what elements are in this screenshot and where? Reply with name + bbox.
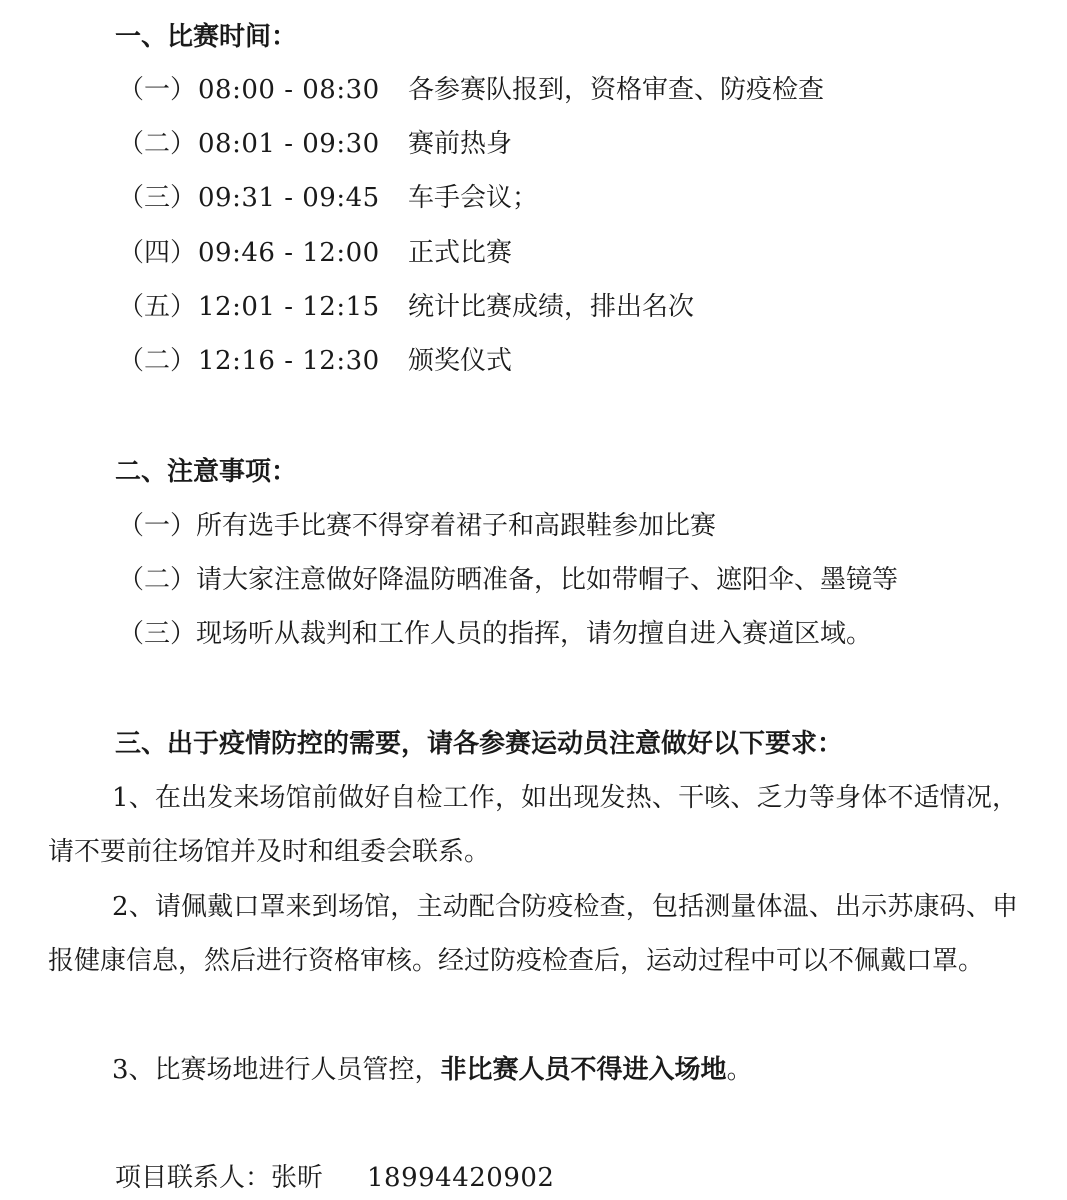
notice-item: （三）现场听从裁判和工作人员的指挥，请勿擅自进入赛道区域。 [118, 619, 873, 649]
schedule-index: （四） [118, 238, 197, 268]
schedule-row [118, 236, 512, 270]
schedule-index: （三） [118, 183, 197, 213]
schedule-index: （二） [118, 129, 197, 159]
section-1-heading: 一、比赛时间： [115, 22, 298, 52]
schedule-row [118, 344, 512, 378]
contact-label: 项目联系人：张昕 [115, 1163, 324, 1193]
schedule-text: 颁奖仪式 [408, 346, 513, 376]
requirement-3-emphasis: 非比赛人员不得进入场地 [440, 1055, 727, 1085]
schedule-index: （五） [118, 292, 197, 322]
schedule-row [118, 290, 694, 324]
notice-item: （一）所有选手比赛不得穿着裙子和高跟鞋参加比赛 [118, 511, 717, 541]
schedule-index: （二） [118, 346, 197, 376]
schedule-text: 统计比赛成绩，排出名次 [408, 292, 695, 322]
schedule-row [118, 127, 512, 161]
schedule-row [118, 181, 538, 215]
notice-item: （二）请大家注意做好降温防晒准备，比如带帽子、遮阳伞、墨镜等 [118, 565, 899, 595]
schedule-time: 12:16 - 12:30 [198, 346, 380, 376]
schedule-index: （一） [118, 75, 197, 105]
schedule-time: 08:00 - 08:30 [198, 75, 380, 105]
requirement-paragraph-2: 2、请佩戴口罩来到场馆，主动配合防疫检查，包括测量体温、出示苏康码、申报健康信息，然后进行资格审核。经过防疫检查后，运动过程中可以不佩戴口罩。 [48, 892, 1018, 976]
schedule-time: 12:01 - 12:15 [198, 292, 380, 322]
schedule-time: 08:01 - 09:30 [198, 129, 380, 159]
contact-phone: 18994420902 [367, 1163, 555, 1193]
requirement-paragraph-1: 1、在出发来场馆前做好自检工作，如出现发热、干咳、乏力等身体不适情况，请不要前往场馆并及时和组委会联系。 [48, 783, 1018, 867]
requirement-3-end: 。 [726, 1055, 753, 1085]
schedule-text: 赛前热身 [408, 129, 513, 159]
schedule-text: 车手会议； [408, 183, 539, 213]
contact-line [115, 1161, 554, 1195]
schedule-time: 09:46 - 12:00 [198, 238, 380, 268]
schedule-text: 各参赛队报到，资格审查、防疫检查 [408, 75, 825, 105]
schedule-time: 09:31 - 09:45 [198, 183, 380, 213]
requirement-3-text: 3、比赛场地进行人员管控， [112, 1055, 441, 1085]
section-2-heading: 二、注意事项： [115, 457, 298, 487]
schedule-row [118, 73, 824, 107]
section-3-heading: 三、出于疫情防控的需要，请各参赛运动员注意做好以下要求： [115, 729, 844, 759]
schedule-text: 正式比赛 [408, 238, 513, 268]
requirement-paragraph-3 [48, 1043, 1018, 1097]
